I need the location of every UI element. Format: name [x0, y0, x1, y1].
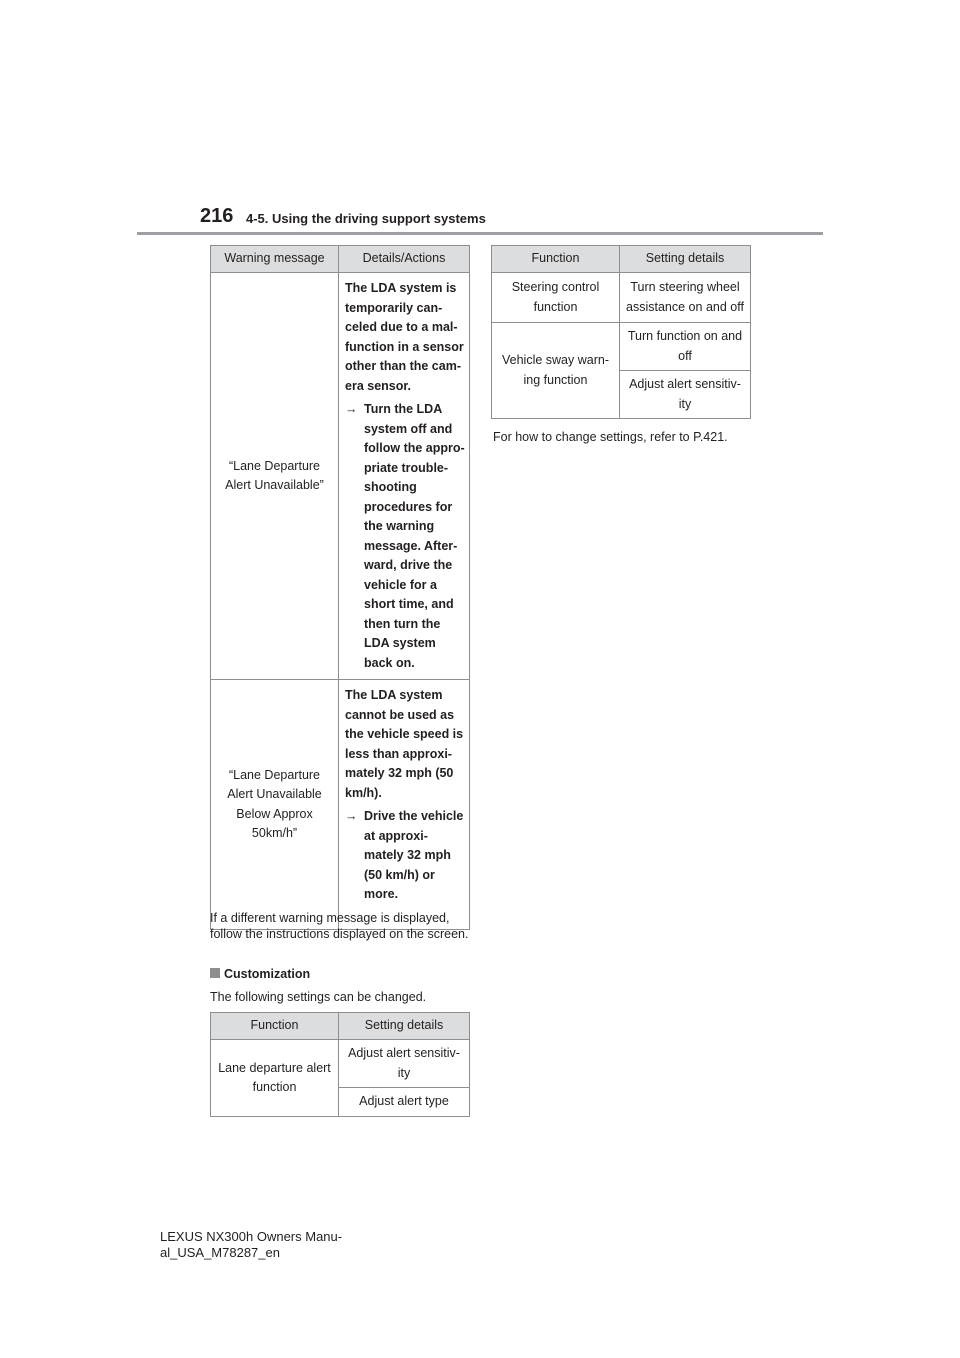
setting-detail-cell: Turn function on and off [620, 323, 751, 371]
setting-detail-cell: Turn steering wheel assistance on and off [620, 273, 751, 323]
detail-text: The LDA system is temporarily can-celed due to a mal-function in a sensor other than the cam-era sensor. [345, 281, 464, 393]
function-cell: Vehicle sway warn-ing function [492, 323, 620, 419]
column-header-warning-message: Warning message [211, 246, 339, 273]
column-header-setting-details: Setting details [620, 246, 751, 273]
setting-detail-cell: Adjust alert sensitiv-ity [620, 371, 751, 419]
setting-detail-cell: Adjust alert sensitiv-ity [339, 1040, 470, 1088]
page-number: 216 [200, 205, 234, 227]
table-row [492, 273, 751, 323]
column-header-setting-details: Setting details [339, 1013, 470, 1040]
square-bullet-icon [210, 968, 220, 978]
column-header-function: Function [492, 246, 620, 273]
warning-message-cell: “Lane Departure Alert Unavailable Below Approx 50km/h” [211, 680, 339, 930]
warning-table-header [211, 246, 470, 273]
customization-heading-text: Customization [224, 967, 311, 981]
action-text: Turn the LDA system off and follow the appro-priate trouble-shooting procedures for the warning message. After-ward, drive the vehicle for a short time, and then turn the LDA system back on. [364, 402, 465, 670]
function-cell: Steering control function [492, 273, 620, 323]
arrow-icon: → [345, 809, 358, 823]
action-item [345, 400, 465, 673]
settings-table-header [492, 246, 751, 273]
arrow-icon: → [345, 402, 358, 416]
refer-paragraph: For how to change settings, refer to P.421. [493, 430, 728, 444]
setting-detail-cell: Adjust alert type [339, 1088, 470, 1117]
customization-heading [210, 966, 472, 982]
detail-text: The LDA system cannot be used as the vehicle speed is less than approxi-mately 32 mph (50 km/h). [345, 688, 464, 800]
details-actions-cell [339, 273, 470, 680]
footer-text: LEXUS NX300h Owners Manu-al_USA_M78287_en [160, 1229, 343, 1260]
settings-table-steering [491, 245, 751, 419]
action-text: Drive the vehicle at approxi-mately 32 mph (50 km/h) or more. [364, 809, 464, 901]
column-header-function: Function [211, 1013, 339, 1040]
settings-table-header [211, 1013, 470, 1040]
header-divider [137, 232, 823, 235]
column-header-details-actions: Details/Actions [339, 246, 470, 273]
table-row [211, 1040, 470, 1088]
settings-intro-paragraph: The following settings can be changed. [210, 990, 427, 1004]
details-actions-cell [339, 680, 470, 930]
settings-table-lda [210, 1012, 470, 1117]
action-item [345, 807, 465, 905]
warning-message-cell: “Lane Departure Alert Unavailable” [211, 273, 339, 680]
table-row [211, 273, 470, 680]
table-row [492, 323, 751, 371]
different-message-paragraph: If a different warning message is displayed, follow the instructions displayed on the screen. [210, 911, 469, 941]
warning-table [210, 245, 470, 930]
function-cell: Lane departure alert function [211, 1040, 339, 1117]
table-row [211, 680, 470, 930]
section-title: 4-5. Using the driving support systems [246, 211, 486, 226]
